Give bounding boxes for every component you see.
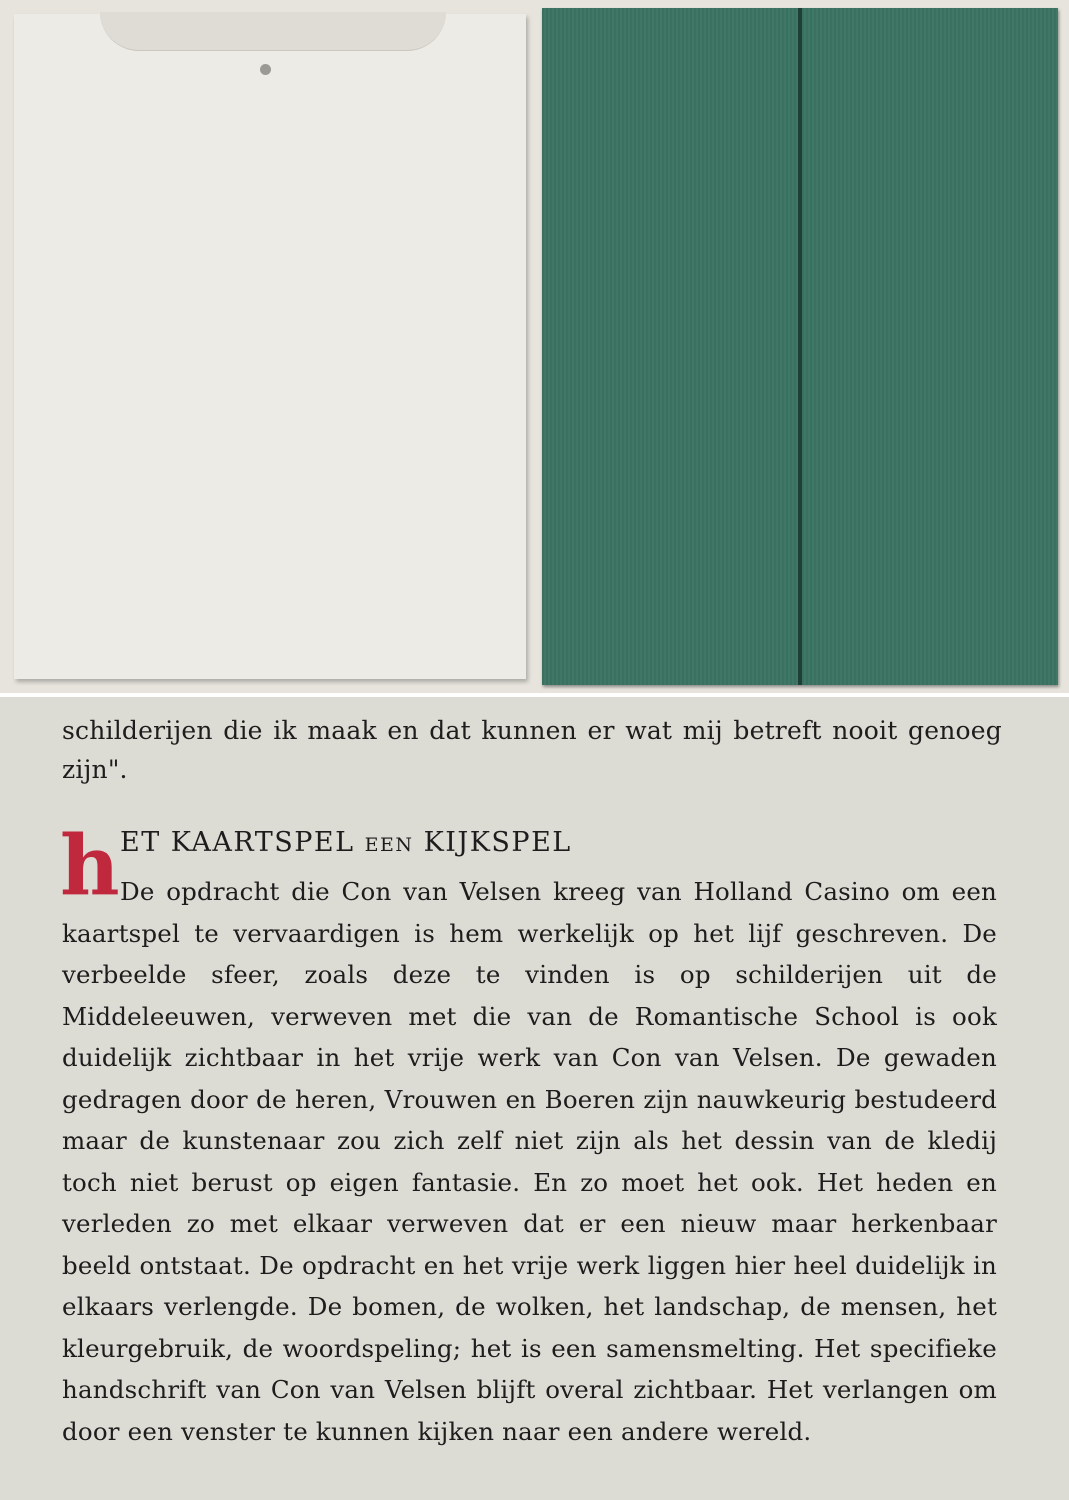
text-page-photo [0,697,1069,1500]
section-heading: ET KAARTSPEL een KIJKSPEL [120,827,572,858]
previous-paragraph-end: schilderijen die ik maak en dat kunnen er wat mij betreft nooit genoeg zijn". [62,716,1002,784]
green-linen-box [542,8,1058,685]
heading-dropcap: h [60,818,120,914]
box-left-panel [542,8,798,685]
product-photo [0,0,1069,693]
folder-notch [100,12,446,51]
box-right-panel [802,8,1058,685]
body-paragraph: De opdracht die Con van Velsen kreeg van Holland Casino om een kaartspel te vervaardigen is hem werkelijk op het lijf geschreven. De verbeelde sfeer, zoals deze te vinden is op schilderijen uit de Middeleeuwen, verweven met die van de Romantische School is ook duidelijk zichtbaar in het vrije werk van Con van Velsen. De gewaden gedragen door de heren, Vrouwen en Boeren zijn nauwkeurig bestudeerd maar de kunstenaar zou zich zelf niet zijn als het dessin van de kledij toch niet berust op eigen fantasie. En zo moet het ook. Het heden en verleden zo met elkaar verweven dat er een nieuw maar herkenbaar beeld ontstaat. De opdracht en het vrije werk liggen hier heel duidelijk in elkaars verlengde. De bomen, de wolken, het landschap, de mensen, het kleurgebruik, de woordspeling; het is een samensmelting. Het specifieke handschrift van Con van Velsen blijft overal zichtbaar. Het verlangen om door een venster te kunnen kijken naar een andere wereld. [62,877,997,1446]
folder-hole [260,64,271,75]
white-folder [14,14,526,679]
